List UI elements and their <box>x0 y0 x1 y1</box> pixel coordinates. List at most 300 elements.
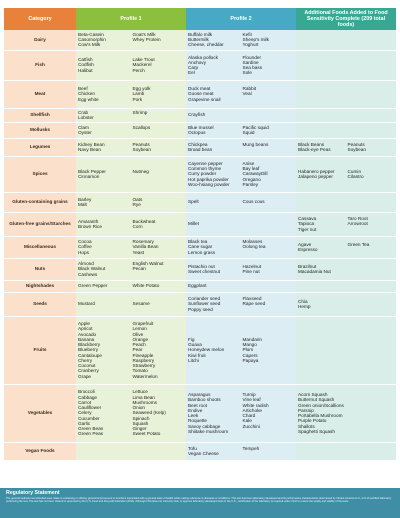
food-item: Purple Potato <box>298 418 327 424</box>
food-item: Hot paprika powder <box>188 176 229 182</box>
food-item: Habanero pepper <box>298 168 335 174</box>
food-item: Cheese, cheddar <box>188 42 224 48</box>
food-item: Litchi <box>188 357 199 363</box>
food-item: Olive <box>132 331 144 337</box>
food-item: Soybean <box>132 147 152 152</box>
food-item: Lamb <box>132 91 145 97</box>
food-item: Broccoli <box>78 389 95 395</box>
food-column <box>243 283 295 288</box>
profile-2-cell <box>186 316 296 384</box>
header-profile-1: Profile 1 <box>76 8 186 30</box>
profile-1-cell <box>76 258 186 280</box>
food-column <box>188 239 240 255</box>
food-item: Sea bass <box>242 65 263 70</box>
food-column <box>133 261 185 277</box>
food-column <box>133 301 185 306</box>
food-column <box>133 86 185 102</box>
food-column <box>133 219 185 230</box>
category-cell: Gluten-containing grains <box>4 192 76 212</box>
food-item: Brazilnut <box>298 263 317 269</box>
profile-2-cell <box>186 236 296 258</box>
food-column <box>298 299 345 310</box>
food-item: Shallots <box>298 423 315 429</box>
profile-1-cell <box>76 442 186 460</box>
food-column <box>243 161 295 187</box>
food-item: Casomorphin <box>78 37 106 43</box>
food-item: Oyster <box>78 130 92 135</box>
food-item: Mustard <box>78 301 95 307</box>
food-item: Amaranth <box>78 218 99 224</box>
food-item: Tapioca <box>298 221 315 227</box>
food-item: Green Peas <box>78 431 104 437</box>
food-item: Duck meat <box>188 86 211 92</box>
food-item: Squash <box>132 420 149 426</box>
food-column <box>243 32 295 48</box>
food-item: Onion <box>132 405 146 411</box>
food-item: Endive <box>188 407 203 413</box>
food-item: Papaya <box>242 357 259 363</box>
food-item: Cane sugar <box>188 244 213 250</box>
food-item: Hazelnut <box>242 263 262 269</box>
table-row <box>4 80 396 108</box>
food-item: Crayfish <box>188 112 206 118</box>
food-column <box>298 169 345 180</box>
food-item: Coconut <box>78 363 96 369</box>
category-cell: Mollusks <box>4 122 76 138</box>
profile-1-cell <box>76 122 186 138</box>
food-item: Pecan <box>132 266 146 272</box>
additional-foods-cell <box>296 30 396 50</box>
food-item: Spinach <box>132 415 150 421</box>
food-column <box>78 142 130 153</box>
food-item: Banana <box>78 336 95 342</box>
table-row <box>4 156 396 192</box>
food-item: Black tea <box>188 239 208 245</box>
additional-foods-cell <box>296 108 396 122</box>
food-item: Black Walnut <box>78 266 106 272</box>
food-item: Green onion/Scallions <box>298 402 344 408</box>
food-item: Whey Protein <box>132 37 161 43</box>
profile-1-cell <box>76 30 186 50</box>
food-item: CarawayDill <box>242 171 268 177</box>
profile-2-cell <box>186 138 296 156</box>
food-item: Roquette <box>188 418 208 424</box>
food-column <box>298 142 345 153</box>
table-row <box>4 316 396 384</box>
food-column <box>133 321 185 379</box>
food-column <box>348 299 395 310</box>
additional-foods-cell <box>296 212 396 236</box>
profile-2-cell <box>186 192 296 212</box>
food-item: Chia <box>298 298 308 304</box>
food-column <box>243 264 295 275</box>
food-item: Cow's Milk <box>78 42 101 48</box>
food-item: Tempeh <box>242 445 260 451</box>
food-item: Oolong tea <box>242 244 266 250</box>
food-item: Cilantro <box>347 174 364 179</box>
food-item: Kiwi fruit <box>188 352 206 358</box>
food-item: Millet <box>188 221 199 227</box>
category-cell: Legumes <box>4 138 76 156</box>
table-row <box>4 108 396 122</box>
food-column <box>243 221 295 226</box>
food-item: Anchovy <box>188 59 206 65</box>
food-item: Shiitake mushroom <box>188 428 229 434</box>
food-column <box>188 142 240 153</box>
food-item: Squid <box>242 130 255 135</box>
additional-foods-cell <box>296 236 396 258</box>
food-column <box>348 142 395 153</box>
food-column <box>133 169 185 180</box>
food-item: Molasses <box>242 239 263 245</box>
food-column <box>243 392 295 434</box>
food-item: Poppy seed <box>188 306 213 312</box>
profile-2-cell <box>186 212 296 236</box>
food-item: Halibut <box>78 67 93 73</box>
food-item: Green Bean <box>78 426 104 432</box>
food-item: Tomato <box>132 368 148 374</box>
food-item: Navy Bean <box>78 147 101 152</box>
profile-2-cell <box>186 50 296 80</box>
food-item: Apricot <box>78 326 93 332</box>
food-column <box>348 216 395 232</box>
food-column <box>133 197 185 208</box>
food-item: Nutmeg <box>132 168 149 174</box>
food-item: Veal <box>242 91 252 97</box>
profile-1-cell <box>76 316 186 384</box>
food-item: Eggplant <box>188 283 207 289</box>
food-item: Broad bean <box>188 147 213 152</box>
food-item: Cous cous <box>242 199 265 205</box>
profile-2-cell <box>186 280 296 292</box>
food-item: Buttermilk <box>188 37 209 43</box>
food-item: Apple <box>78 321 90 327</box>
food-column <box>298 216 345 232</box>
food-table-body <box>4 30 396 460</box>
table-row <box>4 212 396 236</box>
food-item: Barley <box>78 196 92 202</box>
food-item: Cherry <box>78 357 93 363</box>
food-item: Woo-hsiang powder <box>188 181 230 187</box>
food-item: Clam <box>78 124 89 130</box>
food-item: Crab <box>78 109 89 115</box>
food-item: Green Tea <box>347 241 370 247</box>
table-row <box>4 292 396 316</box>
food-item: Arrowroot <box>347 221 368 227</box>
profile-1-cell <box>76 50 186 80</box>
food-column <box>298 264 345 275</box>
food-item: Rosemary <box>132 239 154 245</box>
food-column <box>78 125 130 136</box>
food-item: Coffee <box>78 244 92 250</box>
category-cell: Seeds <box>4 292 76 316</box>
food-column <box>243 239 295 255</box>
additional-foods-cell <box>296 442 396 460</box>
food-item: Yeast <box>132 249 145 255</box>
header-profile-2: Profile 2 <box>186 8 296 30</box>
table-row <box>4 30 396 50</box>
food-item: Black Beans <box>298 141 325 147</box>
food-item: Rabbit <box>242 86 257 92</box>
profile-2-cell <box>186 122 296 138</box>
food-column <box>188 32 240 48</box>
food-item: Ginger <box>132 426 147 432</box>
food-column <box>133 283 185 288</box>
food-item: Grapevine snail <box>188 96 221 102</box>
food-column <box>78 110 130 121</box>
food-item: Chicken <box>78 91 95 97</box>
food-item: Peanuts <box>347 141 365 147</box>
food-item: Pistachio nut <box>188 263 215 269</box>
profile-2-cell <box>186 258 296 280</box>
food-item: Beet root <box>188 402 208 408</box>
food-item: Pineapple <box>132 352 154 358</box>
food-item: Black Pepper <box>78 168 106 174</box>
food-column <box>243 446 295 457</box>
food-item: Vanilla Bean <box>132 244 159 250</box>
food-column <box>243 199 295 204</box>
food-column <box>188 446 240 457</box>
category-cell: Shellfish <box>4 108 76 122</box>
food-item: Chickpea <box>188 141 208 147</box>
table-row <box>4 192 396 212</box>
food-item: Rape seed <box>242 301 266 307</box>
food-item: Raspberry <box>132 357 155 363</box>
food-column <box>78 219 130 230</box>
food-item: Lemon <box>132 326 147 332</box>
food-item: Cabbage <box>78 394 98 400</box>
profile-2-cell <box>186 442 296 460</box>
food-item: Espresso <box>298 247 318 252</box>
additional-foods-cell <box>296 258 396 280</box>
food-item: Peach <box>132 342 146 348</box>
category-cell: Fruits <box>4 316 76 384</box>
table-row <box>4 442 396 460</box>
food-item: Zucchini <box>242 423 260 429</box>
food-item: Butternut Squash <box>298 397 335 403</box>
food-column <box>298 242 345 253</box>
food-column <box>243 142 295 153</box>
additional-foods-cell <box>296 50 396 80</box>
food-item: White Potato <box>132 283 160 289</box>
food-column <box>133 239 185 255</box>
food-item: Capers <box>242 352 258 358</box>
food-item: Goose meat <box>188 91 214 97</box>
food-item: Macadamia Nut <box>298 269 331 274</box>
food-item: Green Pepper <box>78 283 108 289</box>
food-column <box>348 169 395 180</box>
header-additional-foods: Additional Foods Added to Food Sensitivity Complete (209 total foods) <box>296 8 396 30</box>
food-item: Blackberry <box>78 342 101 348</box>
food-item: Cayenne pepper <box>188 160 223 166</box>
food-column <box>133 142 185 153</box>
food-item: Brown Rice <box>78 224 102 229</box>
food-item: Sweet chestnut <box>188 269 221 274</box>
food-column <box>133 32 185 48</box>
header-category: Category <box>4 8 76 30</box>
food-item: English Walnut <box>132 261 164 267</box>
food-column <box>78 169 130 180</box>
category-cell: Nightshades <box>4 280 76 292</box>
food-item: Cucumber <box>78 415 100 421</box>
food-item: Flaxseed <box>242 296 262 302</box>
food-item: Common thyme <box>188 166 222 172</box>
food-item: Carrot <box>78 399 92 405</box>
additional-foods-cell <box>296 80 396 108</box>
additional-foods-cell <box>296 292 396 316</box>
category-cell: Nuts <box>4 258 76 280</box>
food-column <box>78 261 130 277</box>
table-row <box>4 258 396 280</box>
profile-1-cell <box>76 280 186 292</box>
food-item: Scallops <box>132 124 151 130</box>
category-cell: Fish <box>4 50 76 80</box>
food-column <box>243 55 295 76</box>
food-item: Sweet Potato <box>132 431 161 437</box>
food-item: Mango <box>242 342 257 348</box>
food-item: Kale <box>242 418 252 424</box>
food-item: Peanuts <box>132 141 150 147</box>
profile-1-cell <box>76 80 186 108</box>
food-table <box>4 8 396 461</box>
food-item: Parsley <box>242 181 259 187</box>
food-item: Anise <box>242 160 255 166</box>
food-item: Black-eye Peas <box>298 147 331 152</box>
profile-1-cell <box>76 156 186 192</box>
category-cell: Gluten-free grains/Starches <box>4 212 76 236</box>
food-item: Cassava <box>298 216 317 222</box>
food-item: Celery <box>78 410 92 416</box>
food-item: Agave <box>298 241 312 247</box>
food-item: White radish <box>242 402 269 408</box>
food-item: Tiger nut <box>298 226 317 232</box>
table-row <box>4 138 396 156</box>
regulatory-title: Regulatory Statement <box>6 490 60 496</box>
food-item: Grapefruit <box>132 321 154 327</box>
food-item: Blue mussel <box>188 124 214 130</box>
food-item: Oats <box>132 196 143 202</box>
food-item: Cashews <box>78 271 98 277</box>
additional-foods-cell <box>296 138 396 156</box>
food-item: Goat's Milk <box>132 31 156 37</box>
food-column <box>188 296 240 312</box>
category-cell: Vegetables <box>4 384 76 442</box>
profile-1-cell <box>76 236 186 258</box>
additional-foods-cell <box>296 122 396 138</box>
food-item: Coriander seed <box>188 296 221 302</box>
food-item: Lake Trout <box>132 57 155 63</box>
food-column <box>78 57 130 73</box>
food-item: Almond <box>78 261 94 267</box>
profile-1-cell <box>76 384 186 442</box>
food-item: Fig <box>188 336 195 342</box>
food-item: Sesame <box>132 301 150 307</box>
table-row <box>4 122 396 138</box>
profile-2-cell <box>186 80 296 108</box>
category-cell: Dairy <box>4 30 76 50</box>
food-item: Soybean <box>347 147 367 152</box>
category-cell: Spices <box>4 156 76 192</box>
food-item: Cumin <box>347 168 362 174</box>
food-item: Vegan Cheese <box>188 451 219 456</box>
food-item: Strawberry <box>132 363 156 369</box>
food-item: Portabella Mushroom <box>298 413 343 418</box>
food-item: Shrimp <box>132 109 148 115</box>
food-column <box>188 161 240 187</box>
food-column <box>243 337 295 363</box>
food-column <box>298 392 345 434</box>
food-item: Sheep's milk <box>242 37 269 43</box>
profile-1-cell <box>76 108 186 122</box>
food-item: Codfish <box>78 62 94 68</box>
food-item: Perch <box>132 67 145 73</box>
food-column <box>133 125 185 136</box>
food-item: Beta-Casein <box>78 31 104 37</box>
food-column <box>188 221 240 226</box>
food-item: Beef <box>78 86 88 92</box>
food-item: Grape <box>78 373 92 379</box>
food-item: Corn <box>132 224 143 229</box>
food-column <box>348 242 395 253</box>
food-item: Lobster <box>78 115 94 120</box>
food-item: Savoy cabbage <box>188 423 221 429</box>
food-item: Rye <box>132 202 141 207</box>
profile-1-cell <box>76 212 186 236</box>
food-column <box>188 86 240 102</box>
profile-1-cell <box>76 192 186 212</box>
food-column <box>188 337 240 363</box>
food-item: Cinnamon <box>78 174 100 179</box>
food-column <box>243 86 295 102</box>
food-item: Buffalo milk <box>188 31 213 37</box>
additional-foods-cell <box>296 316 396 384</box>
food-item: Plum <box>242 347 254 353</box>
food-column <box>243 125 295 136</box>
food-item: Pacific squid <box>242 124 269 130</box>
food-item: Oregano <box>242 176 261 182</box>
food-column <box>78 239 130 255</box>
food-column <box>188 199 240 204</box>
food-item: Lima Bean <box>132 394 155 400</box>
food-column <box>133 110 185 121</box>
food-item: Kefir <box>242 31 253 37</box>
food-column <box>78 32 130 48</box>
food-item: Curry powder <box>188 171 217 177</box>
profile-2-cell <box>186 30 296 50</box>
food-item: Acorn Squash <box>298 392 328 397</box>
food-item: Hemp <box>298 304 311 309</box>
food-item: Sole <box>242 70 252 76</box>
food-item: Lettuce <box>132 389 148 395</box>
food-item: Bay leaf <box>242 166 260 172</box>
additional-foods-cell <box>296 192 396 212</box>
food-item: Cocoa <box>78 239 92 245</box>
food-item: Eel <box>188 70 195 76</box>
table-row <box>4 384 396 442</box>
food-item: Cantaloupe <box>78 352 102 358</box>
category-cell: Miscellaneous <box>4 236 76 258</box>
food-item: Seaweed (Kelp) <box>132 410 166 416</box>
food-item: Artichoke <box>242 407 263 413</box>
table-row <box>4 50 396 80</box>
additional-foods-cell <box>296 156 396 192</box>
food-item: Bamboo shoots <box>188 397 221 403</box>
profile-2-cell <box>186 108 296 122</box>
food-item: Egg yolk <box>132 86 151 92</box>
food-item: Garlic <box>78 420 91 426</box>
food-column <box>188 55 240 76</box>
category-cell: Meat <box>4 80 76 108</box>
